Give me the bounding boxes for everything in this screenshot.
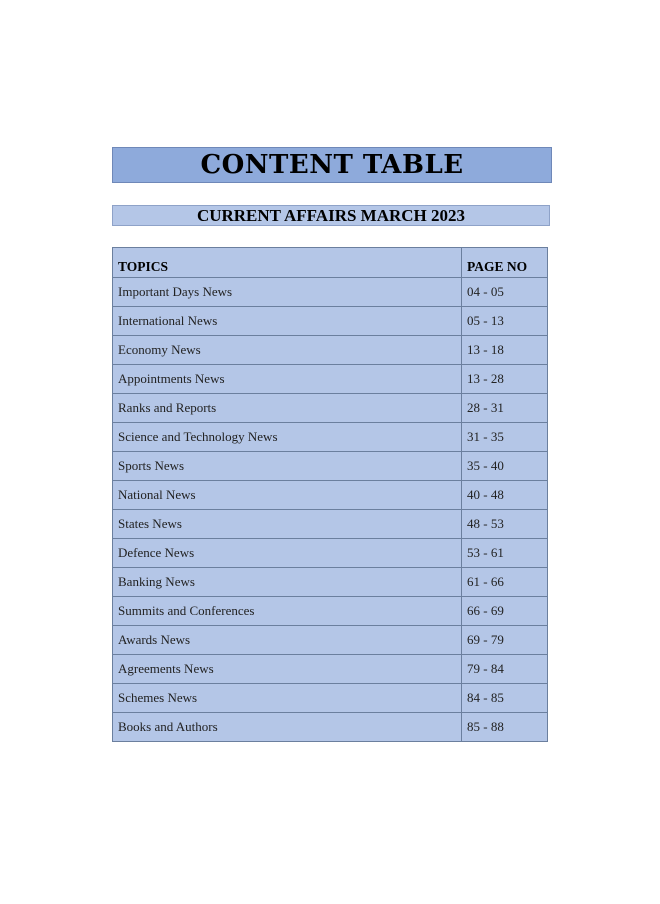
page-range-cell: 48 - 53 — [462, 510, 548, 539]
topic-cell: Books and Authors — [113, 713, 462, 742]
topic-cell: National News — [113, 481, 462, 510]
table-row — [113, 394, 548, 423]
topic-cell: Economy News — [113, 336, 462, 365]
page-range-cell: 79 - 84 — [462, 655, 548, 684]
topic-cell: Awards News — [113, 626, 462, 655]
page-range-cell: 35 - 40 — [462, 452, 548, 481]
table-row — [113, 510, 548, 539]
table-row — [113, 539, 548, 568]
table-body — [113, 278, 548, 742]
topic-cell: Appointments News — [113, 365, 462, 394]
page-range-cell: 84 - 85 — [462, 684, 548, 713]
page-range-cell: 13 - 28 — [462, 365, 548, 394]
table-row — [113, 336, 548, 365]
page-range-cell: 31 - 35 — [462, 423, 548, 452]
table-row — [113, 481, 548, 510]
table-row — [113, 568, 548, 597]
table-row — [113, 278, 548, 307]
topic-cell: States News — [113, 510, 462, 539]
table-row — [113, 365, 548, 394]
header-page-no: PAGE NO — [462, 248, 548, 278]
table-row — [113, 713, 548, 742]
page-range-cell: 05 - 13 — [462, 307, 548, 336]
page-range-cell: 85 - 88 — [462, 713, 548, 742]
page-range-cell: 13 - 18 — [462, 336, 548, 365]
topic-cell: Schemes News — [113, 684, 462, 713]
page-range-cell: 40 - 48 — [462, 481, 548, 510]
topic-cell: Banking News — [113, 568, 462, 597]
table-row — [113, 684, 548, 713]
content-table-title: CONTENT TABLE — [200, 150, 464, 180]
topic-cell: Agreements News — [113, 655, 462, 684]
page-range-cell: 28 - 31 — [462, 394, 548, 423]
table-row — [113, 655, 548, 684]
table-header-row — [113, 248, 548, 278]
topic-cell: Ranks and Reports — [113, 394, 462, 423]
table-of-contents — [112, 247, 548, 742]
page-range-cell: 69 - 79 — [462, 626, 548, 655]
page-range-cell: 04 - 05 — [462, 278, 548, 307]
current-affairs-subtitle: CURRENT AFFAIRS MARCH 2023 — [196, 205, 466, 225]
content-table-title-bar — [112, 147, 552, 183]
page-range-cell: 61 - 66 — [462, 568, 548, 597]
page-range-cell: 66 - 69 — [462, 597, 548, 626]
header-topics: TOPICS — [113, 248, 462, 278]
table-row — [113, 307, 548, 336]
current-affairs-subtitle-bar — [112, 205, 550, 226]
page-range-cell: 53 - 61 — [462, 539, 548, 568]
topic-cell: Science and Technology News — [113, 423, 462, 452]
topic-cell: Summits and Conferences — [113, 597, 462, 626]
table-row — [113, 626, 548, 655]
table-row — [113, 597, 548, 626]
topic-cell: International News — [113, 307, 462, 336]
topic-cell: Sports News — [113, 452, 462, 481]
table-row — [113, 452, 548, 481]
table-row — [113, 423, 548, 452]
topic-cell: Defence News — [113, 539, 462, 568]
topic-cell: Important Days News — [113, 278, 462, 307]
